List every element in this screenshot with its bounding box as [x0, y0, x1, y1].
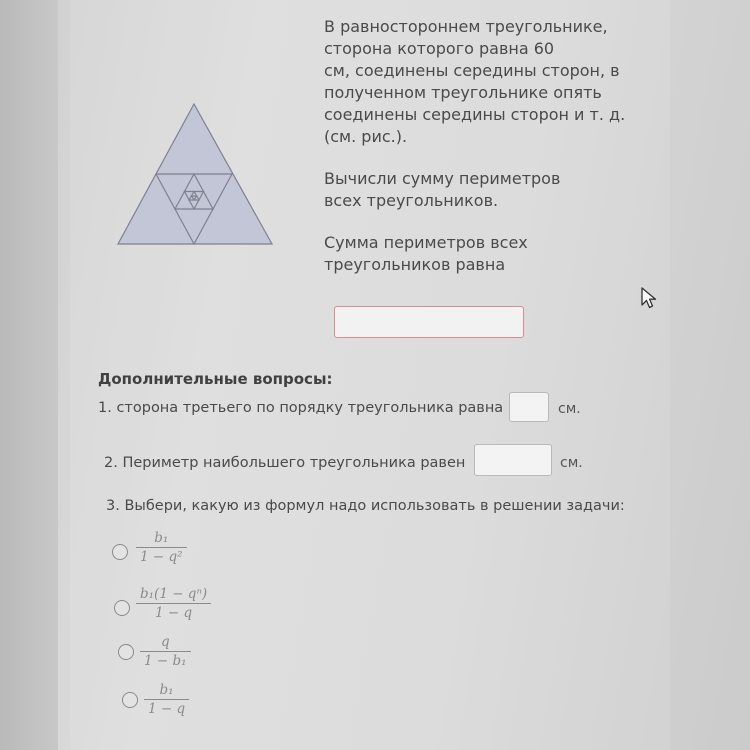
- formula-denominator: 1 − b₁: [144, 653, 187, 669]
- formula-fraction: [136, 586, 211, 621]
- left-sidebar-strip: [0, 0, 58, 750]
- formula-option-4[interactable]: [122, 682, 242, 722]
- extra-questions-title: Дополнительные вопросы:: [98, 370, 333, 388]
- radio-button[interactable]: [118, 644, 134, 660]
- formula-fraction: [140, 634, 191, 669]
- formula-denominator: 1 − q: [148, 701, 186, 717]
- mouse-pointer-icon: [640, 286, 660, 310]
- formula-numerator: q: [160, 634, 170, 650]
- task-paragraph-1: В равностороннем треугольнике, сторона которого равна 60 см, соединены середины сторон, в полученном треугольнике опять соединены середины сторон и т. д. (см. рис.).: [324, 17, 626, 146]
- question-2-text: 2. Периметр наибольшего треугольника равен: [104, 455, 466, 471]
- formula-option-2[interactable]: [114, 586, 254, 626]
- task-statement: [324, 16, 644, 276]
- radio-button[interactable]: [112, 544, 128, 560]
- question-1-text: 1. сторона третьего по порядку треугольника равна: [98, 400, 504, 416]
- question-3-text: 3. Выбери, какую из формул надо использовать в решении задачи:: [106, 498, 625, 514]
- radio-button[interactable]: [114, 600, 130, 616]
- question-1-input[interactable]: [509, 392, 549, 422]
- formula-numerator: b₁: [154, 530, 169, 546]
- nested-triangles-figure: [112, 98, 276, 246]
- formula-option-3[interactable]: [118, 634, 238, 674]
- radio-button[interactable]: [122, 692, 138, 708]
- formula-denominator: 1 − q: [155, 605, 193, 621]
- sum-perimeters-input[interactable]: [334, 306, 524, 338]
- formula-fraction: [136, 530, 187, 565]
- question-2-input[interactable]: [474, 444, 552, 476]
- task-paragraph-3: Сумма периметров всех треугольников равна: [324, 233, 528, 274]
- question-2-unit: см.: [560, 455, 583, 471]
- task-paragraph-2: Вычисли сумму периметров всех треугольников.: [324, 169, 561, 210]
- formula-numerator: b₁(1 − qⁿ): [140, 586, 208, 602]
- formula-option-1[interactable]: [112, 530, 232, 570]
- formula-fraction: [144, 682, 189, 717]
- question-1-unit: см.: [558, 401, 581, 417]
- formula-denominator: 1 − q²: [140, 549, 183, 565]
- formula-numerator: b₁: [159, 682, 174, 698]
